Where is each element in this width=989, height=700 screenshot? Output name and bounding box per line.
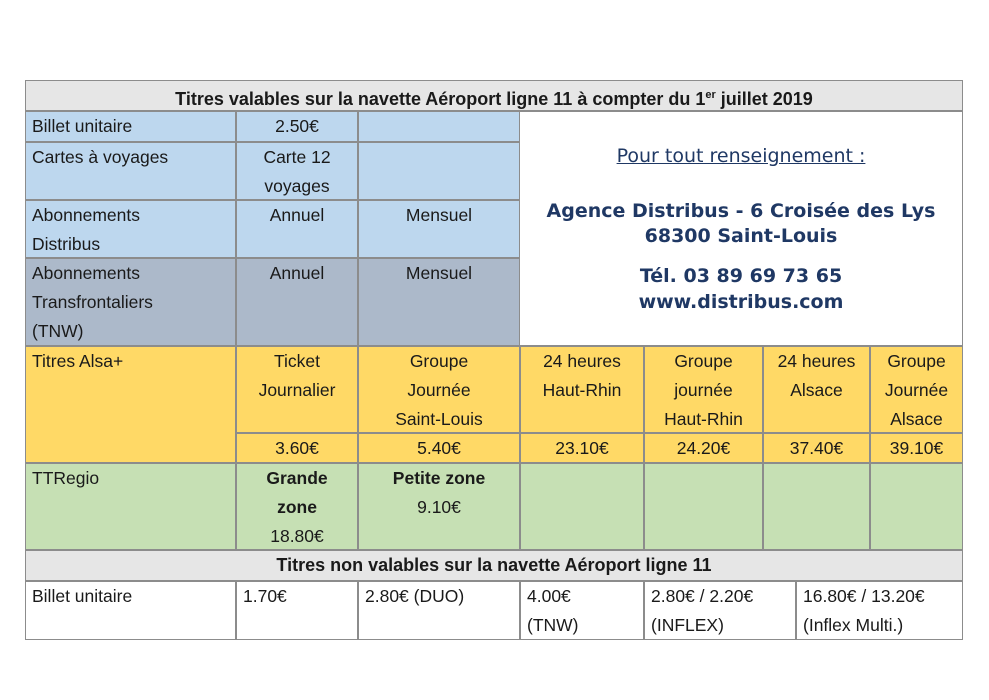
ttregio-empty-3 [520, 463, 644, 550]
header-valid-date: juillet 2019 [715, 89, 813, 109]
alsa-col-1-line2: Journalier [258, 380, 336, 400]
table-header-valid [25, 80, 963, 111]
ttregio-grande-line2: zone [277, 497, 317, 517]
nonvalid-c2: 2.80€ (DUO) [358, 581, 520, 640]
alsa-col-4 [644, 346, 763, 433]
contact-phone: Tél. 03 89 69 73 65 [639, 265, 843, 287]
alsa-col-3-line2: Haut-Rhin [542, 380, 622, 400]
alsa-col-6-line2: Journée [884, 380, 949, 400]
alsa-price-3: 23.10€ [520, 433, 644, 463]
alsa-col-3-line1: 24 heures [543, 351, 621, 371]
alsa-price-6: 39.10€ [870, 433, 963, 463]
row-abo-distribus-mensuel: Mensuel [358, 200, 520, 258]
alsa-col-5-line1: 24 heures [777, 351, 856, 371]
alsa-col-4-line1: Groupe [674, 351, 733, 371]
alsa-price-1: 3.60€ [236, 433, 358, 463]
row-cartes-label: Cartes à voyages [25, 142, 236, 200]
alsa-col-1-line1: Ticket [273, 351, 321, 371]
row-cartes-line2: voyages [264, 176, 330, 196]
nonvalid-c3-line1: 4.00€ [527, 586, 571, 606]
contact-block [520, 111, 963, 346]
nonvalid-c3 [520, 581, 644, 640]
ttregio-petite [358, 463, 520, 550]
nonvalid-c3-line2: (TNW) [527, 615, 579, 635]
row-cartes-line1: Carte 12 [263, 147, 331, 167]
alsa-col-5-line2: Alsace [790, 380, 843, 400]
ttregio-petite-price: 9.10€ [417, 497, 461, 517]
nonvalid-c4-line1: 2.80€ / 2.20€ [651, 586, 754, 606]
ttregio-grande-price: 18.80€ [270, 526, 324, 546]
alsa-price-4: 24.20€ [644, 433, 763, 463]
alsa-col-3 [520, 346, 644, 433]
ttregio-empty-6 [870, 463, 963, 550]
alsa-col-1 [236, 346, 358, 433]
row-billet-label: Billet unitaire [25, 111, 236, 142]
row-abo-distribus-annuel: Annuel [236, 200, 358, 258]
alsa-col-4-line3: Haut-Rhin [664, 409, 743, 429]
row-abo-tnw-label [25, 258, 236, 346]
contact-website: www.distribus.com [638, 291, 844, 313]
row-abo-distribus-line2: Distribus [32, 234, 101, 254]
alsa-col-5 [763, 346, 870, 433]
nonvalid-c5-line2: (Inflex Multi.) [803, 615, 904, 635]
row-abo-distribus-label [25, 200, 236, 258]
ttregio-empty-4 [644, 463, 763, 550]
row-abo-tnw-annuel: Annuel [236, 258, 358, 346]
ttregio-grande [236, 463, 358, 550]
row-abo-distribus-line1: Abonnements [32, 205, 140, 225]
nonvalid-label: Billet unitaire [25, 581, 236, 640]
nonvalid-c5 [796, 581, 963, 640]
contact-agency: Agence Distribus - 6 Croisée des Lys [546, 200, 936, 222]
contact-city: 68300 Saint-Louis [644, 225, 838, 247]
nonvalid-c1: 1.70€ [236, 581, 358, 640]
alsa-col-2 [358, 346, 520, 433]
contact-heading: Pour tout renseignement : [616, 145, 866, 167]
row-abo-tnw-line3: (TNW) [32, 321, 84, 341]
ttregio-label: TTRegio [25, 463, 236, 550]
header-valid-sup: er [705, 89, 716, 101]
nonvalid-c5-line1: 16.80€ / 13.20€ [803, 586, 925, 606]
row-cartes-empty [358, 142, 520, 200]
row-billet-empty [358, 111, 520, 142]
ttregio-grande-line1: Grande [266, 468, 328, 488]
row-abo-tnw-mensuel: Mensuel [358, 258, 520, 346]
row-abo-tnw-line1: Abonnements [32, 263, 140, 283]
alsa-col-2-line1: Groupe [409, 351, 469, 371]
alsa-col-2-line3: Saint-Louis [395, 409, 483, 429]
alsa-col-6 [870, 346, 963, 433]
header-valid-text: Titres valables sur la navette Aéroport ligne 11 à compter du 1 [175, 89, 706, 109]
alsa-price-5: 37.40€ [763, 433, 870, 463]
alsa-label: Titres Alsa+ [25, 346, 236, 463]
row-billet-price: 2.50€ [236, 111, 358, 142]
nonvalid-c4-line2: (INFLEX) [651, 615, 724, 635]
ttregio-empty-5 [763, 463, 870, 550]
alsa-col-4-line2: journée [674, 380, 733, 400]
alsa-price-2: 5.40€ [358, 433, 520, 463]
ttregio-petite-line1: Petite zone [392, 468, 486, 488]
alsa-col-6-line3: Alsace [890, 409, 943, 429]
row-cartes-value [236, 142, 358, 200]
row-abo-tnw-line2: Transfrontaliers [32, 292, 153, 312]
table-header-nonvalid: Titres non valables sur la navette Aéroport ligne 11 [25, 550, 963, 581]
alsa-col-2-line2: Journée [407, 380, 471, 400]
alsa-col-6-line1: Groupe [887, 351, 946, 371]
nonvalid-c4 [644, 581, 796, 640]
